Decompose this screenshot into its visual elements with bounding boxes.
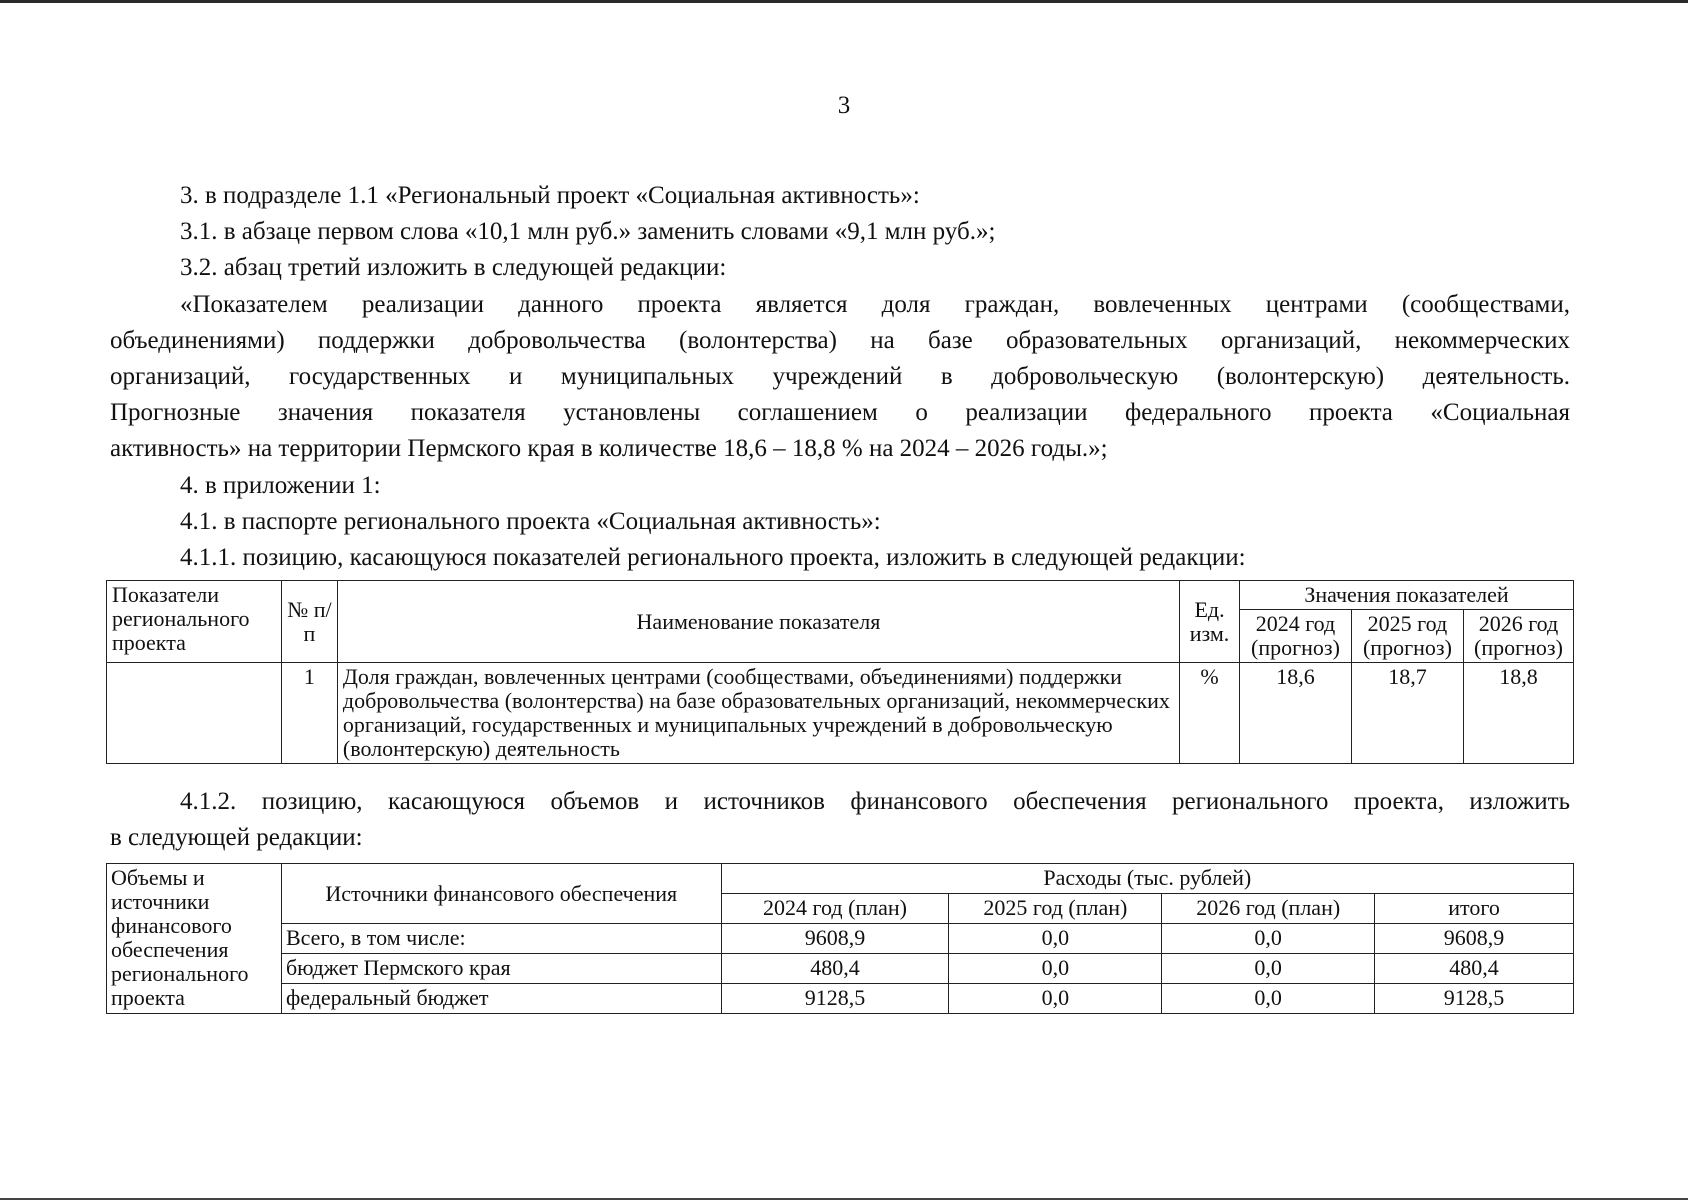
- quote-line-3: организаций, государственных и муниципальных учреждений в добровольческую (волонтерскую) деятельность.: [110, 363, 1570, 391]
- amount-2026: 0,0: [1162, 954, 1375, 984]
- finance-row-label: Объемы и источники финансового обеспечения регионального проекта: [107, 864, 282, 1014]
- paragraph-4-1-2-line-1: 4.1.2. позицию, касающуюся объемов и источников финансового обеспечения регионального проекта, изложить: [180, 788, 1570, 815]
- paragraph-3: 3. в подразделе 1.1 «Региональный проект «Социальная активность»:: [180, 182, 920, 209]
- table-row: [107, 954, 1574, 984]
- year-header-2026: 2026 год (прогноз): [1463, 610, 1573, 663]
- plan-header-2026: 2026 год (план): [1162, 894, 1375, 924]
- finance-table: [106, 863, 1574, 1014]
- document-body: [110, 178, 1570, 576]
- plan-header-2025: 2025 год (план): [949, 894, 1162, 924]
- plan-header-2024: 2024 год (план): [721, 894, 949, 924]
- amount-2026: 0,0: [1162, 984, 1375, 1014]
- col-number-header: № п/п: [281, 581, 337, 663]
- quote-line-4: Прогнозные значения показателя установлены соглашением о реализации федерального проекта «Социальная: [110, 399, 1570, 427]
- indicator-name: Доля граждан, вовлеченных центрами (сообществами, объединениями) поддержки добровольчества (волонтерства) на базе образовательных организаций, некоммерческих организаций, государственных и муниципальных учреждений в добровольческую (волонтерскую) деятельность: [337, 663, 1179, 764]
- col-source-header: Источники финансового обеспечения: [281, 864, 721, 924]
- total-header: итого: [1375, 894, 1574, 924]
- amount-2024: 9128,5: [721, 984, 949, 1014]
- paragraph-3-1: 3.1. в абзаце первом слова «10,1 млн руб.» заменить словами «9,1 млн руб.»;: [180, 218, 996, 246]
- quote-line-1: «Показателем реализации данного проекта является доля граждан, вовлеченных центрами (сообществами,: [180, 290, 1570, 318]
- scan-edge-top: [0, 0, 1688, 3]
- page-number: 3: [837, 92, 851, 119]
- value-2024: 18,6: [1240, 663, 1352, 764]
- col-unit-header: Ед. изм.: [1180, 581, 1240, 663]
- table-row: [107, 663, 1574, 764]
- col-expenses-header: Расходы (тыс. рублей): [721, 864, 1573, 894]
- indicators-header-row: [107, 581, 1574, 610]
- amount-2025: 0,0: [949, 954, 1162, 984]
- paragraph-4: 4. в приложении 1:: [180, 471, 381, 499]
- source-label: федеральный бюджет: [281, 984, 721, 1014]
- paragraph-4-1: 4.1. в паспорте регионального проекта «Социальная активность»:: [180, 507, 881, 535]
- paragraph-4-1-1: 4.1.1. позицию, касающуюся показателей регионального проекта, изложить в следующей редакции:: [180, 544, 1246, 572]
- source-label: Всего, в том числе:: [281, 924, 721, 954]
- indicators-table: [106, 580, 1574, 764]
- amount-2026: 0,0: [1162, 924, 1375, 954]
- source-label: бюджет Пермского края: [281, 954, 721, 984]
- amount-2025: 0,0: [949, 984, 1162, 1014]
- col-values-header: Значения показателей: [1240, 581, 1574, 610]
- col-name-header: Наименование показателя: [337, 581, 1179, 663]
- indicators-row-label: Показатели регионального проекта: [107, 581, 282, 663]
- amount-2024: 9608,9: [721, 924, 949, 954]
- empty-cell: [107, 663, 282, 764]
- amount-total: 9608,9: [1375, 924, 1574, 954]
- finance-header-row: [107, 864, 1574, 894]
- year-header-2025: 2025 год (прогноз): [1351, 610, 1463, 663]
- table-row: [107, 984, 1574, 1014]
- row-number: 1: [281, 663, 337, 764]
- amount-total: 9128,5: [1375, 984, 1574, 1014]
- paragraph-3-2: 3.2. абзац третий изложить в следующей редакции:: [180, 254, 727, 282]
- quote-line-2: объединениями) поддержки добровольчества (волонтерства) на базе образовательных организаций, некоммерческих: [110, 326, 1570, 354]
- amount-2024: 480,4: [721, 954, 949, 984]
- amount-2025: 0,0: [949, 924, 1162, 954]
- quote-line-5: активность» на территории Пермского края в количестве 18,6 – 18,8 % на 2024 – 2026 годы.»;: [110, 435, 1108, 463]
- document-body-2: [110, 784, 1570, 856]
- value-2026: 18,8: [1463, 663, 1573, 764]
- table-row: [107, 924, 1574, 954]
- indicator-unit: %: [1180, 663, 1240, 764]
- value-2025: 18,7: [1351, 663, 1463, 764]
- year-header-2024: 2024 год (прогноз): [1240, 610, 1352, 663]
- paragraph-4-1-2-line-2: в следующей редакции:: [110, 824, 363, 852]
- amount-total: 480,4: [1375, 954, 1574, 984]
